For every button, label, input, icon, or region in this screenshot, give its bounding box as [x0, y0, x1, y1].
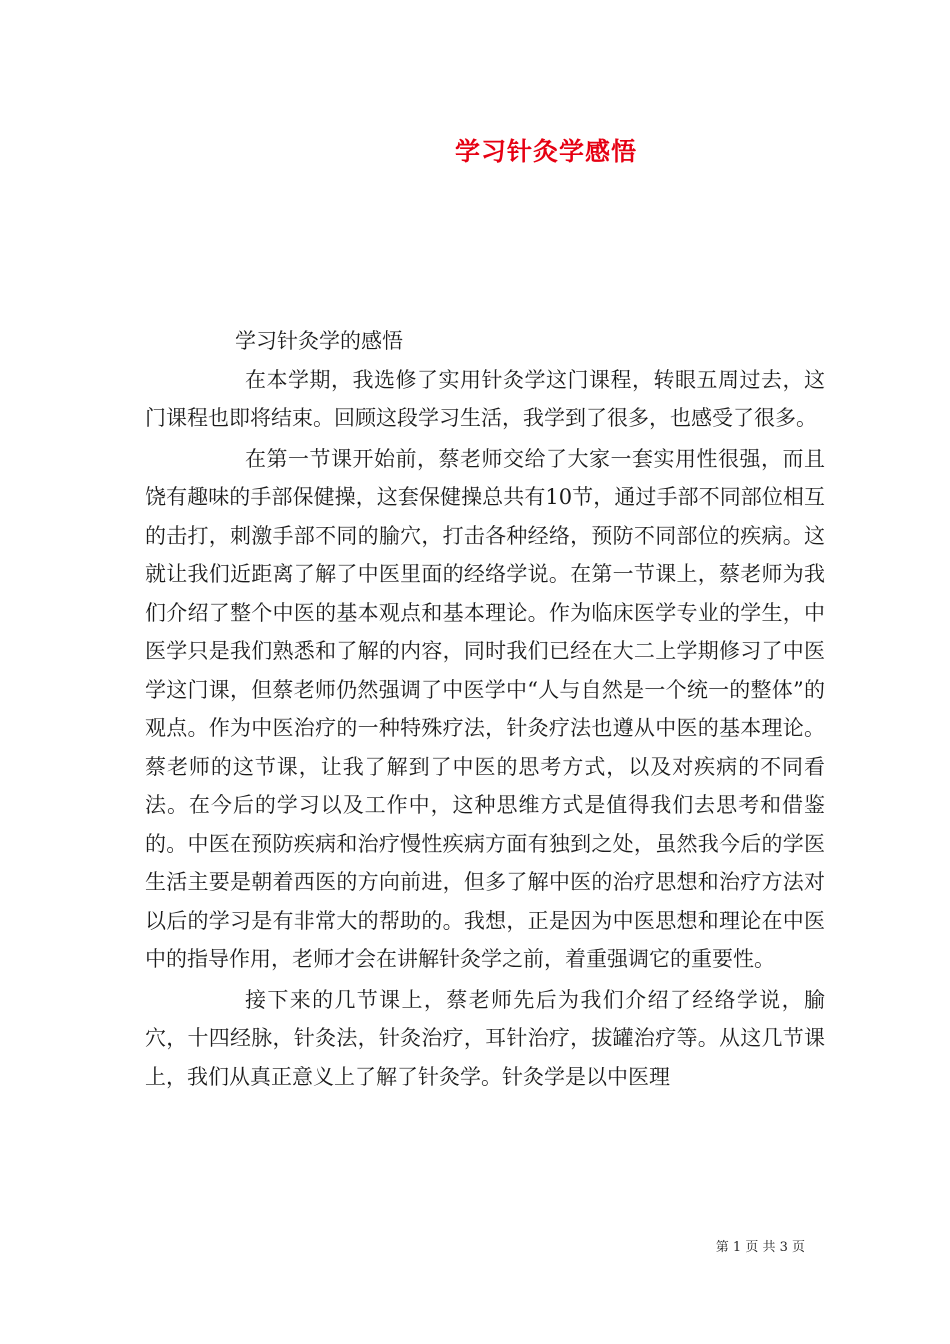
document-title: 学习针灸学感悟	[454, 137, 637, 166]
page-number-footer: 第 1 页 共 3 页	[715, 1240, 805, 1255]
paragraph-2: 在第一节课开始前，蔡老师交给了大家一套实用性很强，而且饶有趣味的手部保健操，这套保健操总共有10节，通过手部不同部位相互的击打，刺激手部不同的腧穴，打击各种经络，预防不同部位的疾病。这就让我们近距离了解了中医里面的经络学说。在第一节课上，蔡老师为我们介绍了整个中医的基本观点和基本理论。作为临床医学专业的学生，中医学只是我们熟悉和了解的内容，同时我们已经在大二上学期修习了中医学这门课，但蔡老师仍然强调了中医学中“人与自然是一个统一的整体”的观点。作为中医治疗的一种特殊疗法，针灸疗法也遵从中医的基本理论。蔡老师的这节课，让我了解到了中医的思考方式，以及对疾病的不同看法。在今后的学习以及工作中，这种思维方式是值得我们去思考和借鉴的。中医在预防疾病和治疗慢性疾病方面有独到之处，虽然我今后的学医生活主要是朝着西医的方向前进，但多了解中医的治疗思想和治疗方法对以后的学习是有非常大的帮助的。我想，正是因为中医思想和理论在中医中的指导作用，老师才会在讲解针灸学之前，着重强调它的重要性。	[145, 446, 825, 971]
paragraph-1: 在本学期，我选修了实用针灸学这门课程，转眼五周过去，这门课程也即将结束。回顾这段学习生活，我学到了很多，也感受了很多。	[145, 367, 825, 430]
document-body	[145, 322, 825, 1098]
document-subtitle: 学习针灸学的感悟	[235, 329, 403, 353]
paragraph-3: 接下来的几节课上，蔡老师先后为我们介绍了经络学说，腧穴，十四经脉，针灸法，针灸治疗，耳针治疗，拔罐治疗等。从这几节课上，我们从真正意义上了解了针灸学。针灸学是以中医理	[145, 987, 825, 1089]
